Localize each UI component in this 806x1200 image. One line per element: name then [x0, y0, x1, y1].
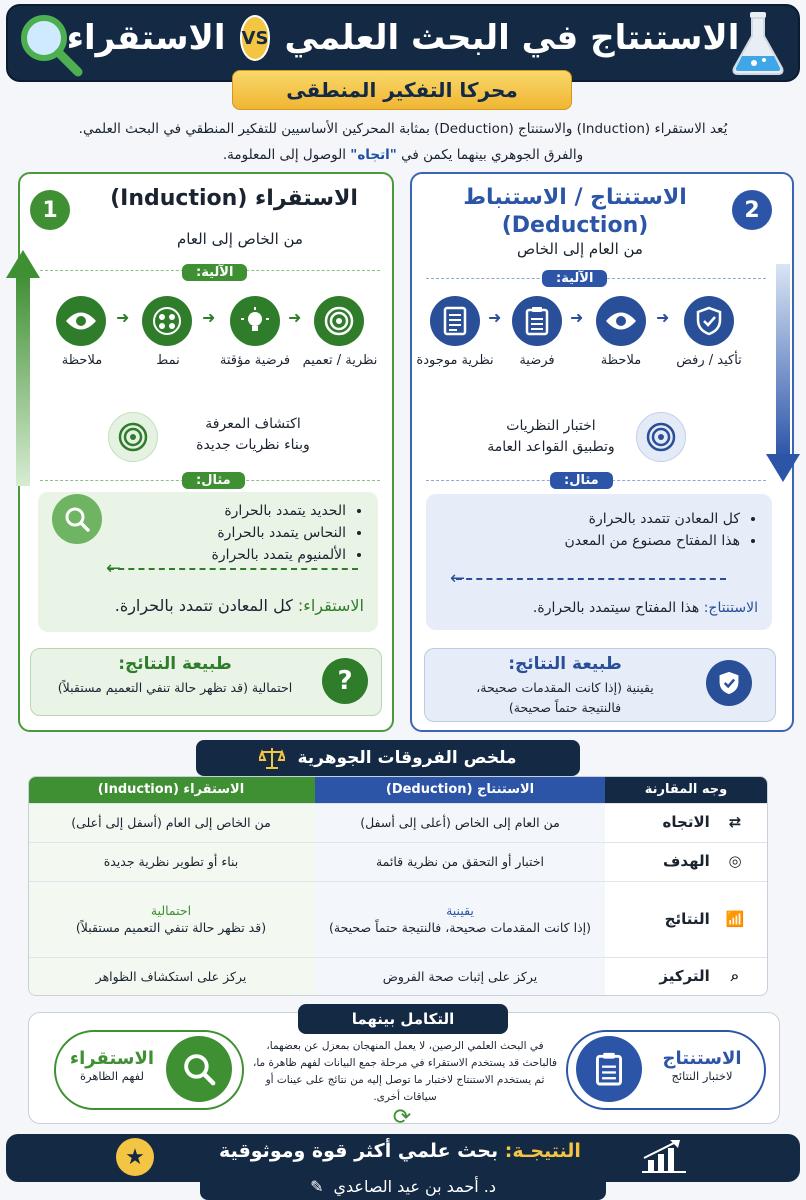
induction-step-label: فرضية مؤقتة [219, 353, 291, 368]
pill-title: الاستقراء [69, 1048, 155, 1069]
vs-badge: VS [240, 15, 271, 61]
table-cell [605, 803, 767, 842]
nature-text: يقينية (إذا كانت المقدمات صحيحة، [476, 680, 654, 695]
table-cell: يركز على إثبات صحة الفروض [315, 957, 605, 995]
intro-line-1: يُعد الاستقراء (Induction) والاستنتاج (Deduction) بمثابة المحركين الأساسيين للتفكير المنطقي في البحث العلمي. [78, 121, 728, 137]
scales-icon [259, 746, 285, 770]
pill-title: الاستنتاج [662, 1048, 742, 1069]
example-item: • كل المعادن تتمدد بالحرارة [458, 508, 740, 530]
deduction-title-line: الاستنتاج / الاستنباط [463, 185, 687, 210]
deduction-step-label: فرضية [519, 353, 555, 368]
induction-step-label: نظرية / تعميم [302, 353, 378, 368]
cell-text: (قد تظهر حالة تنفي التعميم مستقبلاً) [75, 920, 267, 936]
aspect-label: الاتجاه [662, 813, 710, 832]
title-induction: الاستقراء [66, 18, 226, 58]
intro-highlight: "اتجاه" [350, 147, 397, 163]
conclusion-label: الاستقراء: [297, 596, 364, 615]
goal-line: اختبار النظريات [506, 418, 596, 434]
dashed-line [456, 578, 726, 580]
table-header: وجه المقارنة [605, 777, 767, 803]
target-icon: ◎ [728, 852, 742, 871]
induction-pill-text [60, 1048, 164, 1083]
conclusion-text: هذا المفتاح سيتمدد بالحرارة. [532, 600, 704, 616]
arrow-right-icon: ➜ [116, 308, 130, 327]
intro-text-part: والفرق الجوهري بينهما يكمن في [396, 147, 584, 163]
conclusion-text: كل المعادن تتمدد بالحرارة. [114, 596, 298, 615]
table-cell: من الخاص إلى العام (أسفل إلى أعلى) [28, 803, 315, 842]
aspect-label: الهدف [663, 852, 710, 871]
deduction-nature [430, 654, 700, 718]
cell-highlight: يقينية [446, 903, 474, 919]
table-cell: اختبار أو التحقق من نظرية قائمة [315, 842, 605, 881]
induction-goal [168, 414, 338, 456]
induction-example-list [124, 500, 364, 566]
dashed-line [108, 568, 358, 570]
aspect-label: النتائج [664, 909, 710, 928]
table-row [28, 957, 767, 995]
deduction-direction: من العام إلى الخاص [517, 240, 643, 258]
author-bar [200, 1172, 606, 1200]
cell-highlight: احتمالية [150, 903, 192, 919]
arrows-swap-icon: ⇄ [728, 813, 742, 832]
induction-step-label: ملاحظة [61, 353, 103, 368]
pattern-dots-icon [142, 296, 192, 346]
deduction-example-box [426, 494, 772, 630]
example-item: • الألمنيوم يتمدد بالحرارة [124, 544, 346, 566]
pen-icon: ✎ [310, 1176, 324, 1196]
table-header: الاستنتاج (Deduction) [315, 777, 605, 803]
author-name: د. أحمد بن عيد الصاعدي [333, 1176, 496, 1196]
deduction-mechanism-label: الآلية: [542, 270, 607, 287]
nature-text: احتمالية (قد تظهر حالة تنفي التعميم مستقبلاً) [57, 680, 293, 695]
flask-icon [726, 10, 790, 76]
induction-title: الاستقراء (Induction) [110, 186, 358, 211]
question-icon: ? [322, 658, 368, 704]
deduction-title-line: (Deduction) [501, 213, 649, 238]
deduction-conclusion [533, 600, 758, 616]
document-icon [430, 296, 480, 346]
integration-title: التكامل بينهما [298, 1004, 508, 1034]
goal-target-icon [636, 412, 686, 462]
summary-title: ملخص الفروقات الجوهرية [297, 748, 517, 768]
table-cell [605, 842, 767, 881]
table-header: الاستقراء (Induction) [28, 777, 315, 803]
search-icon [52, 494, 102, 544]
table-cell [315, 881, 605, 957]
example-item: • هذا المفتاح مصنوع من المعدن [458, 530, 740, 552]
subtitle-banner: محركا التفكير المنطقى [232, 70, 572, 110]
table-row [28, 803, 767, 842]
induction-nature [40, 654, 310, 695]
induction-direction: من الخاص إلى العام [177, 230, 303, 248]
example-item: • الحديد يتمدد بالحرارة [124, 500, 346, 522]
intro-line-2 [30, 142, 776, 168]
arrow-right-icon: ➜ [570, 308, 584, 327]
search-icon: ⌕ [730, 966, 740, 985]
integration-text: في البحث العلمي الرصين، لا يعمل المنهجان بمعزل عن بعضهما، فالباحث قد يستخدم الاستقراء في مرحلة جمع البيانات لفهم ظاهرة ما، ثم يستخدم الاستنتاج لاختبار ما توصل إليه من نتائج على عينات أو سياقات أخرى. [252, 1040, 558, 1103]
example-item: • النحاس يتمدد بالحرارة [124, 522, 346, 544]
table-cell: من العام إلى الخاص (أعلى إلى أسفل) [315, 803, 605, 842]
nature-title: طبيعة النتائج: [118, 654, 232, 674]
induction-number-badge: 1 [30, 190, 70, 230]
result-label: النتيجـة: [504, 1140, 581, 1162]
shield-check-icon [684, 296, 734, 346]
pill-sub: لفهم الظاهرة [79, 1069, 144, 1083]
bar-chart-icon: 📶 [725, 909, 745, 928]
pill-sub: لاختبار النتائج [671, 1069, 733, 1083]
title-deduction: الاستنتاج في البحث العلمي [284, 18, 740, 58]
eye-icon [596, 296, 646, 346]
deduction-goal [466, 416, 636, 458]
intro-text [30, 116, 776, 168]
goal-target-icon [108, 412, 158, 462]
conclusion-label: الاستنتاج: [703, 600, 758, 616]
growth-chart-icon [640, 1138, 688, 1174]
upward-arrow-icon [4, 248, 42, 486]
arrow-left-icon: ← [106, 558, 122, 579]
arrow-right-icon: ➜ [488, 308, 502, 327]
nature-title: طبيعة النتائج: [508, 654, 622, 674]
table-cell [28, 881, 315, 957]
deduction-example-label: مثال: [550, 472, 613, 489]
arrow-left-icon: ← [450, 568, 466, 589]
arrow-right-icon: ➜ [656, 308, 670, 327]
eye-icon [56, 296, 106, 346]
downward-arrow-icon [764, 264, 802, 484]
nature-text: فالنتيجة حتماً صحيحة) [508, 700, 622, 715]
result-text: بحث علمي أكثر قوة وموثوقية [219, 1140, 505, 1162]
table-row [28, 842, 767, 881]
clipboard-icon [512, 296, 562, 346]
table-cell [605, 957, 767, 995]
deduction-pill-text [644, 1048, 760, 1083]
induction-conclusion [115, 596, 364, 615]
induction-step-label: نمط [156, 353, 180, 368]
arrow-right-icon: ➜ [288, 308, 302, 327]
table-cell: يركز على استكشاف الظواهر [28, 957, 315, 995]
footer-result [170, 1140, 630, 1162]
induction-example-label: مثال: [182, 472, 245, 489]
arrow-right-icon: ➜ [202, 308, 216, 327]
goal-line: وتطبيق القواعد العامة [487, 439, 615, 455]
deduction-title [430, 184, 720, 240]
search-icon [166, 1036, 232, 1102]
page-title [66, 12, 740, 64]
deduction-example-list [458, 508, 758, 552]
cycle-arrows-icon: ⟳ [392, 1105, 412, 1130]
clipboard-icon [576, 1036, 642, 1102]
target-icon [314, 296, 364, 346]
star-icon: ★ [116, 1138, 154, 1176]
intro-text-part: الوصول إلى المعلومة. [222, 147, 351, 163]
deduction-step-label: نظرية موجودة [416, 353, 494, 368]
aspect-label: التركيز [659, 966, 710, 985]
table-cell: بناء أو تطوير نظرية جديدة [28, 842, 315, 881]
deduction-step-label: تأكيد / رفض [676, 353, 742, 368]
deduction-step-label: ملاحظة [600, 353, 642, 368]
table-row [28, 881, 767, 957]
goal-line: اكتشاف المعرفة [205, 416, 301, 432]
summary-table [28, 776, 768, 996]
lightbulb-icon [230, 296, 280, 346]
shield-check-icon [706, 660, 752, 706]
induction-mechanism-label: الآلية: [182, 264, 247, 281]
summary-title-bar [196, 740, 580, 776]
cell-text: (إذا كانت المقدمات صحيحة، فالنتيجة حتماً صحيحة) [329, 920, 591, 936]
deduction-number-badge: 2 [732, 190, 772, 230]
goal-line: وبناء نظريات جديدة [196, 437, 310, 453]
table-cell [605, 881, 767, 957]
